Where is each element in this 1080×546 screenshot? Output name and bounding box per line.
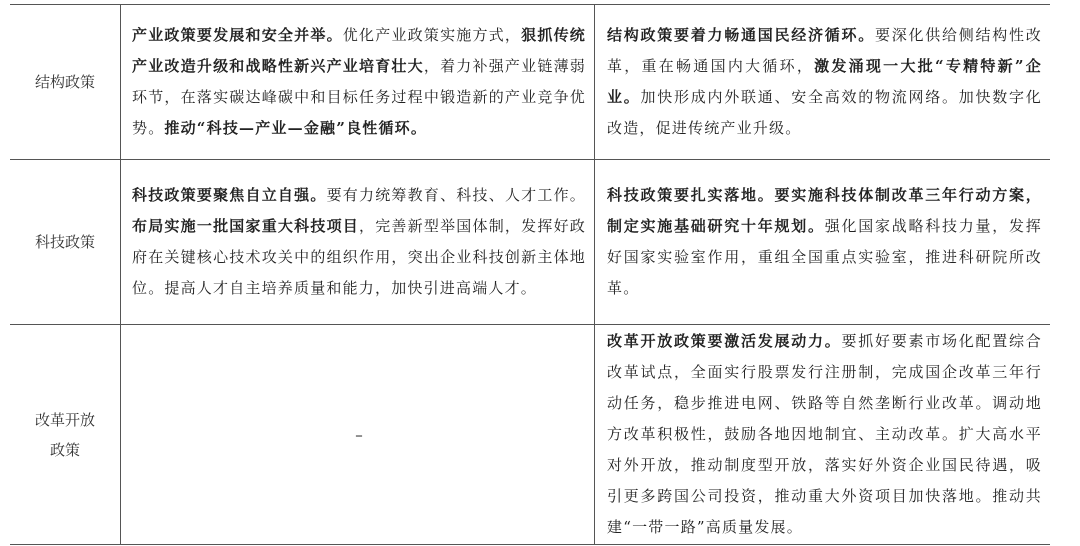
policy-text: 要抓好要素市场化配置综合改革试点，全面实行股票发行注册制，完成国企改革三年行动任务，稳步推进电网、铁路等自然垄断行业改革。调动地方改革积极性，鼓励各地因地制宜、主动改革。扩大高水平对外开放，推动制度型开放，落实好外资企业国民待遇，吸引更多跨国公司投资，推动重大外资项目加快落地。推动共建“一带一路”高质量发展。 — [607, 332, 1042, 536]
left-policy-text — [132, 180, 586, 304]
left-policy-cell — [121, 5, 595, 160]
policy-text: 强化国家战略科技力量，发挥好国家实验室作用，重组全国重点实验室，推进科研院所改革。 — [607, 217, 1042, 297]
left-policy-cell — [121, 160, 595, 325]
policy-text-bold: 产业政策要发展和安全并举。 — [132, 26, 343, 44]
right-policy-cell — [595, 160, 1051, 325]
policy-text-bold: 科技政策要扎实落地。要实施科技体制改革三年行动方案，制定实施基础研究十年规划。 — [607, 186, 1042, 235]
policy-text: 优化产业政策实施方式， — [342, 26, 522, 44]
policy-text: ，着力补强产业链薄弱环节，在落实碳达峰碳中和目标任务过程中锻造新的产业竞争优势。 — [132, 57, 586, 137]
right-policy-text — [607, 20, 1042, 144]
policy-text-bold: 推动“科技—产业—金融”良性循环。 — [164, 119, 428, 137]
table-row-reform-opening-policy — [10, 325, 1050, 545]
category-cell — [10, 5, 121, 160]
policy-text-bold: 狠抓传统产业改造升级和战略性新兴产业培育壮大 — [132, 26, 586, 75]
left-policy-text — [132, 20, 586, 144]
policy-text-bold: 结构政策要着力畅通国民经济循环。 — [607, 26, 876, 44]
table-row-structural-policy — [10, 5, 1050, 160]
right-policy-text — [607, 326, 1042, 543]
policy-table — [10, 4, 1050, 545]
right-policy-cell — [595, 325, 1051, 545]
policy-text: 加快形成内外联通、安全高效的物流网络。加快数字化改造，促进传统产业升级。 — [607, 88, 1042, 137]
category-label: 科技政策 — [34, 233, 95, 251]
policy-text-bold: 激发涌现一大批“专精特新”企业。 — [607, 57, 1042, 106]
right-policy-text — [607, 180, 1042, 304]
right-policy-cell — [595, 5, 1051, 160]
category-cell — [10, 160, 121, 325]
policy-text: 要有力统筹教育、科技、人才工作。 — [326, 186, 586, 204]
policy-text: ，完善新型举国体制，发挥好政府在关键核心技术攻关中的组织作用，突出企业科技创新主体地位。提高人才自主培养质量和能力，加快引进高端人才。 — [132, 217, 586, 297]
category-label: 结构政策 — [34, 73, 95, 91]
policy-text: 要深化供给侧结构性改革，重在畅通国内大循环， — [607, 26, 1042, 75]
empty-dash: – — [355, 425, 363, 444]
policy-text-bold: 科技政策要聚焦自立自强。 — [132, 186, 327, 204]
table-row-technology-policy — [10, 160, 1050, 325]
policy-text-bold: 布局实施一批国家重大科技项目 — [132, 217, 359, 235]
category-label-line: 政策 — [49, 440, 80, 459]
policy-text-bold: 改革开放政策要激活发展动力。 — [607, 332, 842, 350]
category-label-line: 改革开放 — [34, 410, 95, 429]
category-cell — [10, 325, 121, 545]
left-policy-cell — [121, 325, 595, 545]
